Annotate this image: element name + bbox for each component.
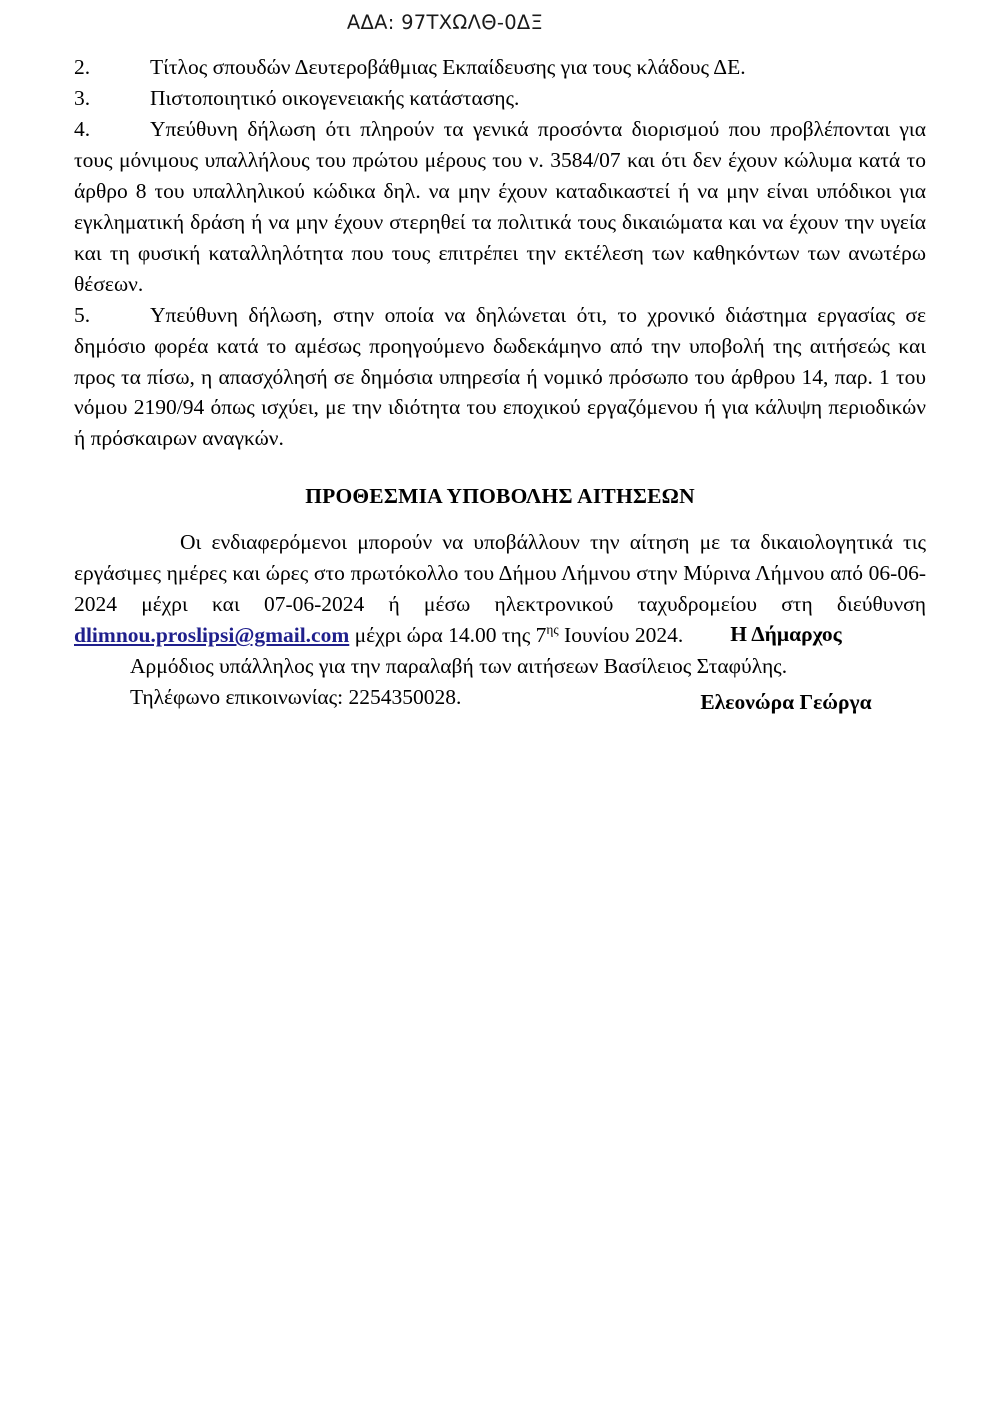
email-link[interactable]: dlimnou.proslipsi@gmail.com (74, 623, 350, 648)
list-item-label: Τίτλος σπουδών Δευτεροβάθμιας Εκπαίδευσης για τους κλάδους ΔΕ. (150, 55, 746, 79)
paragraph-5-number: 5. (74, 302, 91, 327)
deadline-text-part-1: Οι ενδιαφερόμενοι μπορούν να υποβάλλουν την αίτηση με τα δικαιολογητικά τις εργάσιμες ημέρες και ώρες στο πρωτόκολλο του Δήμου Λήμνου στην Μύρινα Λήμνου από 06-06-2024 μέχρι και 07-06-2024 ή μέσω ηλεκτρονικού ταχυδρομείου στη διεύθυνση (74, 530, 926, 617)
section-heading: ΠΡΟΘΕΣΜΙΑ ΥΠΟΒΟΛΗΣ ΑΙΤΗΣΕΩΝ (305, 484, 695, 509)
list-item-label: Πιστοποιητικό οικογενειακής κατάστασης. (150, 85, 520, 110)
phone-line: Τηλέφωνο επικοινωνίας: 2254350028. (130, 685, 462, 710)
list-item-number: 3. (74, 85, 91, 110)
ordinal-suffix: ης (546, 622, 559, 638)
ada-code: ΑΔΑ: 97ΤΧΩΛΘ-0ΔΞ (346, 11, 544, 34)
signature-title: Η Δήμαρχος (730, 622, 842, 646)
ada-header (0, 11, 1000, 34)
paragraph-5 (74, 300, 926, 455)
signature-name: Ελεονώρα Γεώργα (700, 690, 872, 714)
list-item-number: 2. (74, 55, 91, 79)
paragraph-5-text: Υπεύθυνη δήλωση, στην οποία να δηλώνεται ότι, το χρονικό διάστημα εργασίας σε δημόσιο φορέα κατά το αμέσως προηγούμενο δωδεκάμηνο από την υποβολή της αιτήσεώς και προς τα πίσω, η απασχόλησή σε δημόσια υπηρεσία ή νομικό πρόσωπο του άρθρου 14, παρ. 1 του νόμου 2190/94 όπως ισχύει, με την ιδιότητα του εποχικού εργαζόμενου ή για κάλυψη περιοδικών ή πρόσκαιρων αναγκών. (74, 302, 926, 451)
paragraph-4-number: 4. (74, 116, 91, 141)
list-item (74, 52, 926, 83)
contact-person-line: Αρμόδιος υπάλληλος για την παραλαβή των αιτήσεων Βασίλειος Σταφύλης. (130, 654, 788, 679)
paragraph-4-text: Υπεύθυνη δήλωση ότι πληρούν τα γενικά προσόντα διορισμού που προβλέπονται για τους μόνιμους υπαλλήλους του πρώτου μέρους του ν. 3584/07 και ότι δεν έχουν κώλυμα κατά το άρθρο 8 του υπαλληλικού κώδικα δηλ. να μην έχουν καταδικαστεί ή να μην είναι υπόδικοι για εγκληματική δράση ή να μην έχουν στερηθεί τα πολιτικά τους δικαιώματα και να έχουν την υγεία και τη φυσική καταλληλότητα που τους επιτρέπει την εκτέλεση των καθηκόντων των ανωτέρω θέσεων. (74, 116, 926, 296)
paragraph-4 (74, 114, 926, 300)
document-body (74, 52, 926, 713)
deadline-text-part-2: μέχρι ώρα 14.00 της 7 (349, 623, 547, 648)
deadline-text-part-3: Ιουνίου 2024. (558, 623, 684, 648)
list-item (74, 83, 926, 114)
